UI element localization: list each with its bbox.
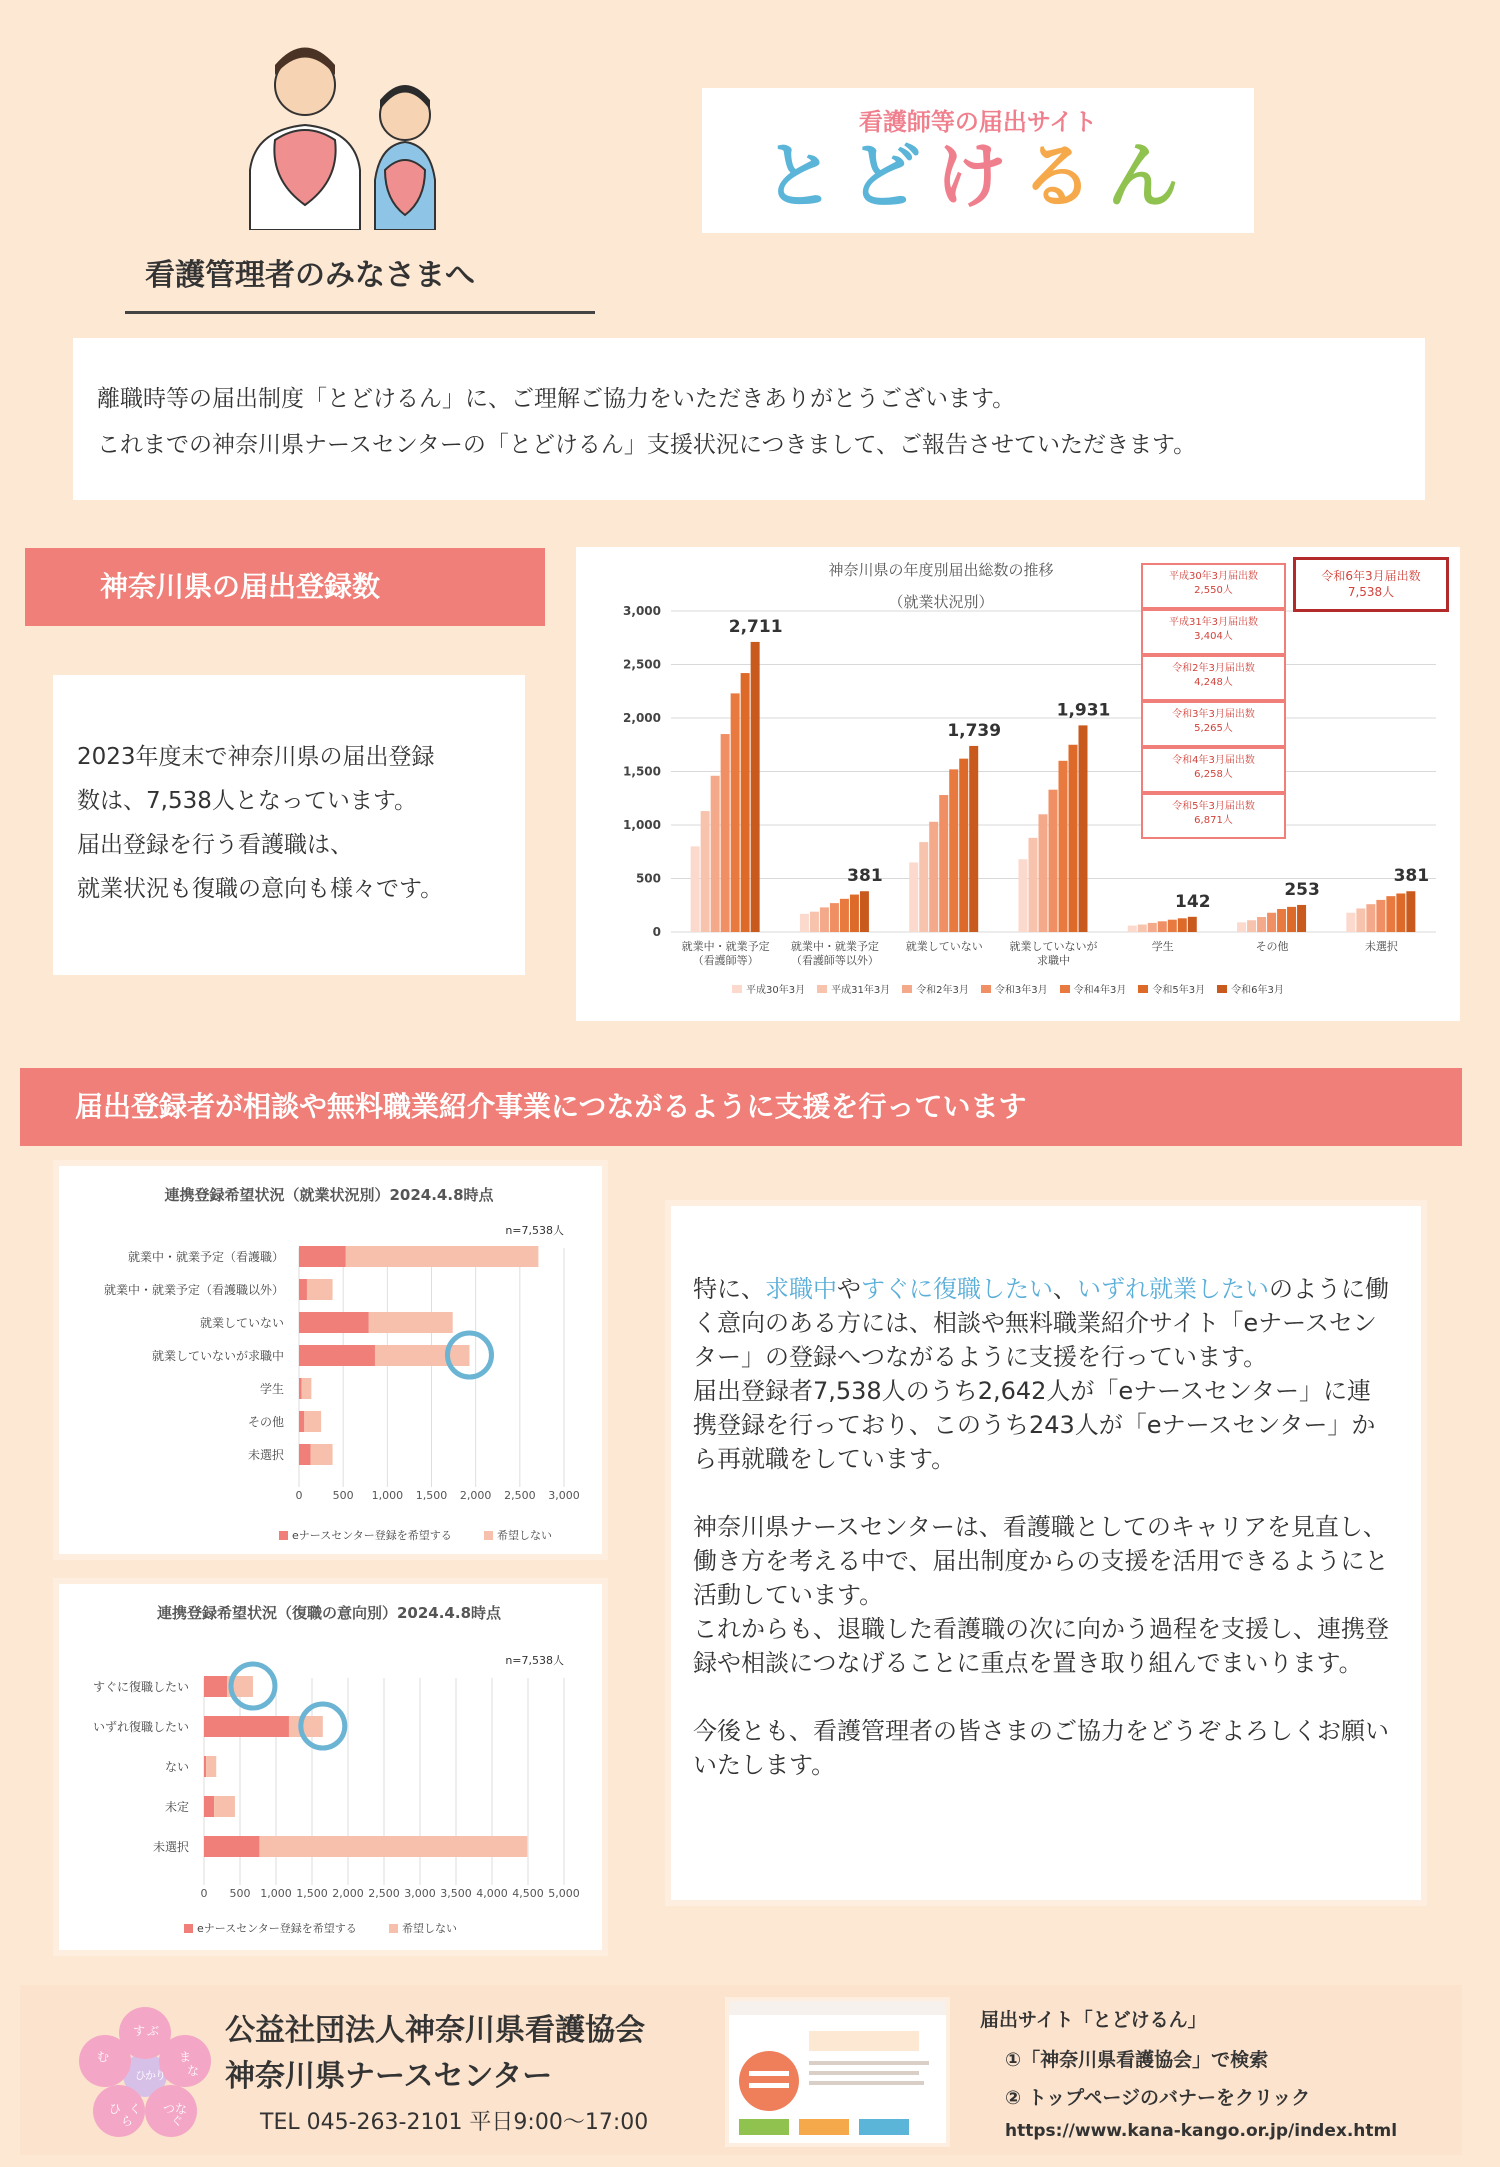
note-box: 平成30年3月届出数 2,550人 bbox=[1141, 563, 1286, 609]
bar-segment bbox=[204, 1676, 227, 1697]
legend-swatch bbox=[279, 1531, 288, 1540]
bar bbox=[1366, 904, 1375, 932]
bar bbox=[820, 907, 829, 932]
legend-item bbox=[817, 981, 890, 996]
bar bbox=[969, 746, 978, 932]
y-category-label: 就業中・就業予定（看護職） bbox=[127, 1250, 284, 1264]
logo-char: ん bbox=[1107, 134, 1194, 218]
bar bbox=[1396, 893, 1405, 932]
legend-label: 令和4年3月 bbox=[1073, 985, 1127, 996]
chart-total-subtitle: （就業状況別） bbox=[888, 593, 994, 611]
section1-line: 届出登録を行う看護職は、 bbox=[77, 832, 353, 858]
x-category-label: その他 bbox=[1255, 940, 1289, 953]
note-box: 令和5年3月届出数 6,871人 bbox=[1141, 793, 1286, 839]
legend-label: 平成31年3月 bbox=[831, 985, 891, 996]
bar bbox=[1346, 913, 1355, 932]
flower-char: か bbox=[145, 2069, 156, 2082]
bar bbox=[810, 912, 819, 932]
x-tick-label: 2,500 bbox=[368, 1887, 400, 1900]
footer-org-1: 公益社団法人神奈川県看護協会 bbox=[225, 2013, 645, 2048]
bar bbox=[919, 842, 928, 932]
intro-line-2: これまでの神奈川県ナースセンターの「とどけるん」支援状況につきまして、ご報告させていただきます。 bbox=[97, 432, 1197, 458]
chart-employment-title: 連携登録希望状況（就業状況別）2024.4.8時点 bbox=[164, 1186, 494, 1204]
flower-char: ぐ bbox=[171, 2114, 184, 2128]
flower-char: ら bbox=[121, 2114, 134, 2128]
data-label: 142 bbox=[1175, 891, 1211, 912]
y-tick-label: 2,500 bbox=[623, 657, 661, 672]
x-category-label: 就業中・就業予定 bbox=[790, 940, 879, 953]
data-label: 1,739 bbox=[947, 720, 1002, 741]
flower-char: ま bbox=[179, 2050, 192, 2064]
note-box: 令和3年3月届出数 5,265人 bbox=[1141, 701, 1286, 747]
y-category-label: 未選択 bbox=[247, 1448, 284, 1462]
chart-total bbox=[576, 547, 1460, 1021]
support-paragraph-5: 今後とも、看護管理者の皆さまのご協力をどうぞよろしくお願いいたします。 bbox=[693, 1717, 1389, 1779]
legend-item bbox=[981, 981, 1048, 996]
y-category-label: すぐに復職したい bbox=[92, 1680, 189, 1694]
x-tick-label: 3,000 bbox=[548, 1489, 580, 1502]
bar bbox=[1376, 900, 1385, 932]
support-paragraph-1: 特に、求職中やすぐに復職したい、いずれ就業したいのように働く意向のある方には、相談や無料職業紹介サイト「eナースセンター」の登録へつながるように支援を行っています。 bbox=[693, 1275, 1389, 1371]
data-label: 381 bbox=[847, 866, 883, 887]
bar bbox=[1257, 917, 1266, 932]
bar-segment bbox=[289, 1716, 323, 1737]
x-category-label: 学生 bbox=[1151, 940, 1174, 953]
bar-segment bbox=[204, 1836, 259, 1857]
footer-step-2: ② トップページのバナーをクリック bbox=[1005, 2087, 1311, 2109]
logo-char: る bbox=[1021, 134, 1108, 218]
nurse-illustration bbox=[230, 30, 480, 230]
bar bbox=[701, 811, 710, 932]
n-label: n=7,538人 bbox=[505, 1654, 564, 1667]
bar bbox=[1079, 725, 1088, 932]
bar bbox=[1237, 922, 1246, 932]
support-text-box bbox=[665, 1200, 1427, 1906]
bar bbox=[1039, 814, 1048, 932]
y-tick-label: 0 bbox=[652, 925, 661, 939]
x-tick-label: 3,500 bbox=[440, 1887, 472, 1900]
greeting-heading bbox=[125, 248, 595, 314]
bar bbox=[1019, 859, 1028, 932]
bar bbox=[1188, 917, 1197, 932]
legend-swatch bbox=[484, 1531, 493, 1540]
flower-char: つ bbox=[163, 2102, 176, 2116]
greeting-text: 看護管理者のみなさまへ bbox=[145, 258, 475, 293]
bar bbox=[1069, 745, 1078, 932]
legend-item bbox=[902, 981, 969, 996]
bar-segment bbox=[299, 1444, 310, 1465]
x-tick-label: 2,000 bbox=[332, 1887, 364, 1900]
note-box: 令和2年3月届出数 4,248人 bbox=[1141, 655, 1286, 701]
bar bbox=[850, 895, 859, 932]
x-category-label: 就業していない bbox=[905, 940, 983, 953]
flower-char: ひ bbox=[135, 2069, 146, 2082]
x-category-label: 就業していないが bbox=[1009, 940, 1098, 953]
chart-total-title: 神奈川県の年度別届出総数の推移 bbox=[828, 561, 1054, 579]
bar bbox=[1277, 909, 1286, 932]
bar-segment bbox=[304, 1411, 321, 1432]
legend-item bbox=[1138, 981, 1205, 996]
bar bbox=[840, 899, 849, 932]
bar bbox=[860, 891, 869, 932]
y-category-label: その他 bbox=[247, 1415, 284, 1429]
bar-segment bbox=[299, 1378, 302, 1399]
support-paragraph-3: 神奈川県ナースセンターは、看護職としてのキャリアを見直し、働き方を考える中で、届出制度からの支援を活用できるようにと活動しています。 bbox=[693, 1513, 1389, 1609]
bar-segment bbox=[375, 1345, 470, 1366]
intro-line-1: 離職時等の届出制度「とどけるん」に、ご理解ご協力をいただきありがとうございます。 bbox=[97, 386, 1016, 412]
bar bbox=[1148, 923, 1157, 932]
bar bbox=[1178, 918, 1187, 932]
legend-swatch bbox=[981, 985, 991, 993]
footer-url[interactable]: https://www.kana-kango.or.jp/index.html bbox=[1005, 2121, 1398, 2141]
legend-label: 平成30年3月 bbox=[746, 985, 806, 996]
bar bbox=[1059, 761, 1068, 932]
y-tick-label: 3,000 bbox=[623, 604, 661, 618]
y-tick-label: 2,000 bbox=[623, 711, 661, 725]
y-category-label: 未定 bbox=[164, 1800, 189, 1814]
bar-segment bbox=[369, 1312, 453, 1333]
bar-segment bbox=[214, 1796, 235, 1817]
bar bbox=[711, 776, 720, 932]
x-tick-label: 1,000 bbox=[371, 1489, 404, 1502]
x-tick-label: 4,500 bbox=[512, 1887, 544, 1900]
annual-notes bbox=[1141, 563, 1286, 839]
support-paragraph-4: これからも、退職した看護職の次に向かう過程を支援し、連携登録や相談につなげることに重点を置き取り組んでまいります。 bbox=[693, 1615, 1389, 1677]
footer bbox=[20, 1985, 1462, 2155]
x-tick-label: 2,000 bbox=[459, 1489, 492, 1502]
data-label: 1,931 bbox=[1056, 700, 1111, 721]
x-tick-label: 1,500 bbox=[415, 1489, 448, 1502]
logo-title bbox=[702, 134, 1254, 218]
bar-segment bbox=[346, 1246, 539, 1267]
flower-char: す bbox=[133, 2024, 146, 2038]
legend-swatch bbox=[902, 985, 912, 993]
x-category-label: （看護師等） bbox=[692, 954, 759, 967]
logo-char: ど bbox=[848, 134, 935, 218]
legend-swatch bbox=[732, 985, 742, 993]
legend-swatch bbox=[1217, 985, 1227, 993]
footer-tel: TEL 045-263-2101 平日9:00～17:00 bbox=[260, 2110, 649, 2135]
bar bbox=[1158, 921, 1167, 932]
bar-segment bbox=[206, 1756, 216, 1777]
chart-return bbox=[53, 1578, 608, 1956]
bar bbox=[949, 769, 958, 932]
footer-org-2: 神奈川県ナースセンター bbox=[225, 2059, 553, 2094]
site-screenshot-thumbnail[interactable] bbox=[725, 1997, 950, 2147]
bar-segment bbox=[204, 1796, 214, 1817]
bar-segment bbox=[299, 1411, 304, 1432]
chart-employment bbox=[53, 1160, 608, 1560]
x-tick-label: 0 bbox=[295, 1489, 303, 1502]
bar bbox=[939, 795, 948, 932]
legend-label: 希望しない bbox=[402, 1922, 457, 1935]
intro-box bbox=[73, 338, 1425, 500]
bar bbox=[1128, 926, 1137, 932]
flower-char: な bbox=[175, 2102, 188, 2116]
support-paragraph-2: 届出登録者7,538人のうち2,642人が「eナースセンター」に連携登録を行っており、このうち243人が「eナースセンター」から再就職をしています。 bbox=[693, 1377, 1376, 1473]
x-tick-label: 2,500 bbox=[504, 1489, 536, 1502]
bar-segment bbox=[310, 1444, 332, 1465]
bar bbox=[691, 846, 700, 932]
site-preview-icon bbox=[729, 2001, 946, 2143]
bar bbox=[929, 822, 938, 932]
bar bbox=[1138, 925, 1147, 932]
x-category-label: （看護師等以外） bbox=[790, 954, 879, 967]
bar bbox=[1386, 896, 1395, 932]
nurses-heart-icon bbox=[230, 30, 480, 230]
section1-line: 2023年度末で神奈川県の届出登録 bbox=[77, 744, 435, 770]
legend-item bbox=[1217, 981, 1284, 996]
note-current-box: 令和6年3月届出数 7,538人 bbox=[1293, 557, 1449, 612]
legend-label: 希望しない bbox=[497, 1529, 552, 1542]
data-label: 253 bbox=[1284, 879, 1320, 900]
note-box: 令和4年3月届出数 6,258人 bbox=[1141, 747, 1286, 793]
bar bbox=[1168, 920, 1177, 932]
flower-char: く bbox=[129, 2102, 142, 2116]
legend-label: 令和3年3月 bbox=[994, 985, 1048, 996]
data-label: 2,711 bbox=[728, 616, 783, 637]
x-tick-label: 5,000 bbox=[548, 1887, 580, 1900]
n-label: n=7,538人 bbox=[505, 1224, 564, 1237]
bar-segment bbox=[299, 1345, 375, 1366]
x-tick-label: 500 bbox=[229, 1887, 251, 1900]
data-label: 381 bbox=[1393, 866, 1430, 887]
y-tick-label: 1,000 bbox=[623, 818, 661, 832]
legend-label: eナースセンター登録を希望する bbox=[292, 1529, 452, 1542]
bar bbox=[830, 903, 839, 932]
bar-segment bbox=[259, 1836, 527, 1857]
legend-label: 令和2年3月 bbox=[916, 985, 969, 996]
bar-segment bbox=[299, 1246, 346, 1267]
logo-char: と bbox=[762, 134, 849, 218]
bar bbox=[1049, 790, 1058, 932]
flower-char: な bbox=[187, 2064, 200, 2078]
logo-subtitle: 看護師等の届出サイト bbox=[858, 108, 1098, 136]
y-category-label: 就業していない bbox=[199, 1316, 284, 1330]
y-category-label: 就業していないが求職中 bbox=[151, 1349, 284, 1363]
bar-segment bbox=[299, 1279, 307, 1300]
bar bbox=[731, 693, 740, 932]
section1-title-text: 神奈川県の届出登録数 bbox=[100, 570, 381, 603]
x-category-label: 就業中・就業予定 bbox=[681, 940, 770, 953]
section2-title-text: 届出登録者が相談や無料職業紹介事業につながるように支援を行っています bbox=[75, 1090, 1027, 1123]
chart-return-title: 連携登録希望状況（復職の意向別）2024.4.8時点 bbox=[156, 1604, 502, 1622]
legend-item bbox=[732, 981, 805, 996]
legend-item bbox=[1060, 981, 1127, 996]
section1-line: 就業状況も復職の意向も様々です。 bbox=[77, 876, 444, 902]
flower-char: ぶ bbox=[147, 2024, 160, 2038]
legend-swatch bbox=[1060, 985, 1070, 993]
section1-body bbox=[53, 675, 525, 975]
x-tick-label: 4,000 bbox=[476, 1887, 508, 1900]
bar bbox=[741, 673, 750, 932]
legend-swatch bbox=[817, 985, 827, 993]
flower-logo-icon bbox=[75, 2005, 215, 2145]
site-logo[interactable] bbox=[702, 88, 1254, 233]
x-category-label: 求職中 bbox=[1037, 954, 1070, 967]
x-category-label: 未選択 bbox=[1364, 940, 1398, 953]
legend-swatch bbox=[389, 1924, 398, 1933]
flower-char: む bbox=[97, 2050, 110, 2064]
bar-segment bbox=[299, 1312, 369, 1333]
section1-line: 数は、7,538人となっています。 bbox=[77, 788, 418, 814]
x-tick-label: 3,000 bbox=[404, 1887, 436, 1900]
bar bbox=[1287, 907, 1296, 932]
legend-label: eナースセンター登録を希望する bbox=[197, 1922, 357, 1935]
legend-swatch bbox=[1138, 985, 1148, 993]
footer-site-title: 届出サイト「とどけるん」 bbox=[980, 2009, 1207, 2031]
bar bbox=[751, 642, 760, 932]
y-category-label: ない bbox=[164, 1760, 189, 1774]
section2-title bbox=[20, 1068, 1462, 1146]
bar bbox=[959, 759, 968, 932]
bar bbox=[1029, 838, 1038, 932]
note-box: 平成31年3月届出数 3,404人 bbox=[1141, 609, 1286, 655]
bar-segment bbox=[307, 1279, 333, 1300]
y-tick-label: 1,500 bbox=[623, 764, 661, 779]
chart-return-plot bbox=[59, 1584, 602, 1950]
bar bbox=[1267, 913, 1276, 932]
y-category-label: 未選択 bbox=[152, 1840, 189, 1854]
y-category-label: いずれ復職したい bbox=[92, 1720, 189, 1734]
y-category-label: 就業中・就業予定（看護職以外） bbox=[103, 1283, 284, 1297]
x-tick-label: 0 bbox=[200, 1887, 208, 1900]
bar bbox=[909, 862, 918, 932]
logo-char: け bbox=[934, 134, 1021, 218]
legend-label: 令和5年3月 bbox=[1152, 985, 1206, 996]
chart-total-plot bbox=[576, 547, 1460, 1021]
legend-swatch bbox=[184, 1924, 193, 1933]
section1-title bbox=[25, 548, 545, 626]
bar bbox=[800, 914, 809, 932]
y-tick-label: 500 bbox=[635, 871, 661, 886]
flower-char: ひ bbox=[109, 2102, 122, 2116]
legend-label: 令和6年3月 bbox=[1231, 985, 1284, 996]
flower-char: り bbox=[155, 2069, 166, 2082]
bar bbox=[721, 734, 730, 932]
bar-segment bbox=[204, 1716, 289, 1737]
chart-total-legend bbox=[726, 981, 1426, 996]
bar bbox=[1297, 905, 1306, 932]
x-tick-label: 500 bbox=[332, 1489, 354, 1502]
x-tick-label: 1,000 bbox=[260, 1887, 292, 1900]
footer-step-1: ①「神奈川県看護協会」で検索 bbox=[1005, 2049, 1269, 2071]
bar-segment bbox=[302, 1378, 312, 1399]
y-category-label: 学生 bbox=[259, 1382, 284, 1396]
bar bbox=[1356, 908, 1365, 932]
bar bbox=[1247, 920, 1256, 932]
x-tick-label: 1,500 bbox=[296, 1887, 328, 1900]
bar bbox=[1406, 891, 1415, 932]
bar-segment bbox=[204, 1756, 206, 1777]
chart-employment-plot bbox=[59, 1166, 602, 1554]
